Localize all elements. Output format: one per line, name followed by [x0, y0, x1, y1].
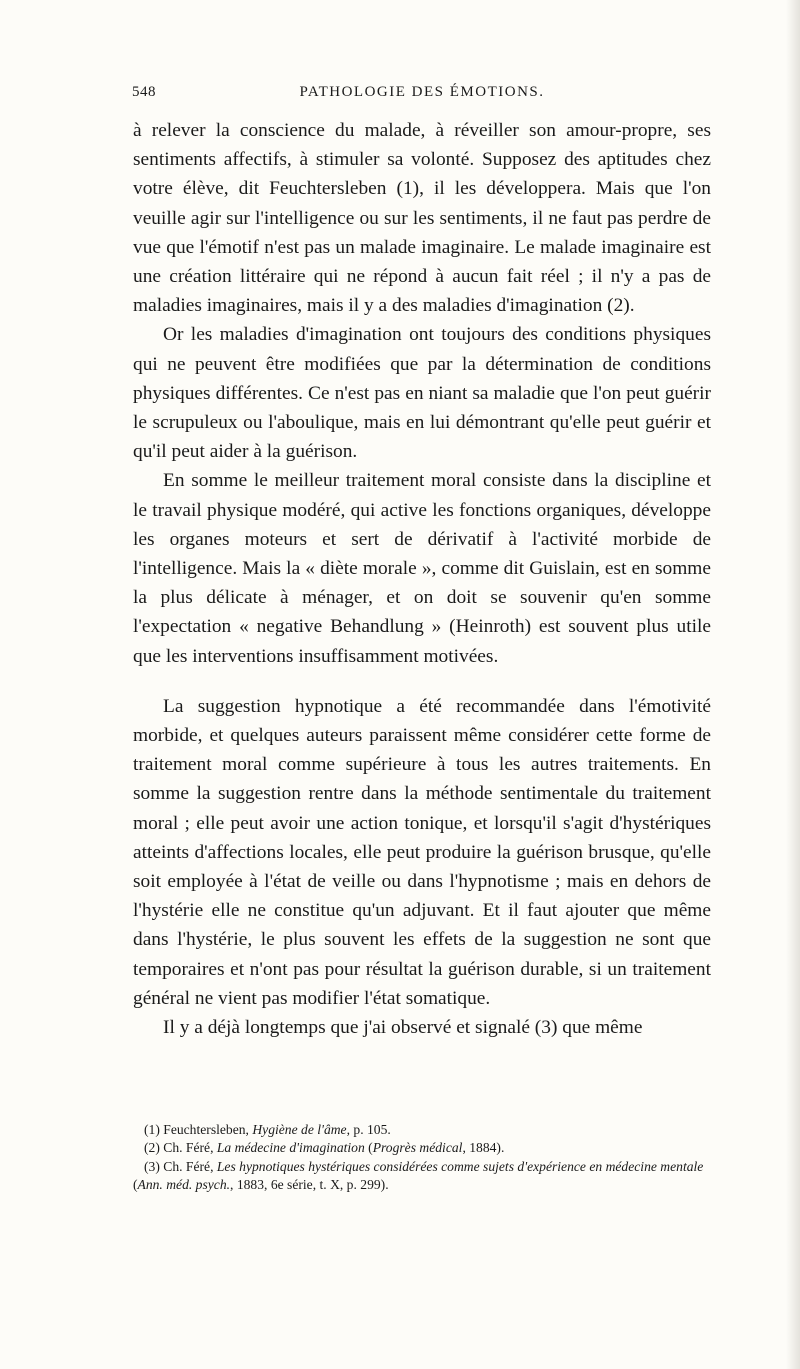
- page-edge-shadow: [786, 0, 800, 1369]
- footnote-2: [133, 1139, 713, 1157]
- footnote-marker: (3): [144, 1158, 160, 1174]
- body-text: [133, 116, 711, 1042]
- footnote-3: [133, 1158, 713, 1195]
- footnote-journal: Ann. méd. psych.: [137, 1177, 231, 1193]
- footnote-journal: Progrès médical: [372, 1140, 463, 1156]
- footnote-text: , 1883, 6e série, t. X, p. 299).: [230, 1177, 389, 1193]
- footnote-marker: (2): [144, 1140, 160, 1156]
- footnote-text: Ch. Féré,: [159, 1140, 217, 1156]
- paragraph-2: Or les maladies d'imagination ont toujours des conditions physiques qui ne peuvent être modifiées que par la détermination de conditions physiques différentes. Ce n'est pas en niant sa maladie que l'on peut guérir le scrupuleux ou l'aboulique, mais en lui démontrant qu'elle peut guérir et qu'il peut aider à la guérison.: [133, 324, 711, 463]
- footnote-title: La médecine d'imagination: [216, 1140, 365, 1156]
- footnote-text: , p. 105.: [346, 1122, 391, 1137]
- paragraph-4: La suggestion hypnotique a été recommandée dans l'émotivité morbide, et quelques auteurs paraissent même considérer cette forme de traitement moral comme supérieure à tous les autres traitements. En somme la suggestion rentre dans la méthode sentimentale du traitement moral ; elle peut avoir une action tonique, et lorsqu'il s'agit d'hystériques atteints d'affections locales, elle peut produire la guérison brusque, qu'elle soit employée à l'état de veille ou dans l'hypnotisme ; mais en dehors de l'hystérie elle ne constitue qu'un adjuvant. Et il faut ajouter que même dans l'hystérie, le plus souvent les effets de la suggestion ne sont que temporaires et n'ont pas pour résultat la guérison durable, si un traitement général ne vient pas modifier l'état somatique.: [133, 695, 711, 1009]
- footnote-text: , 1884).: [462, 1140, 505, 1156]
- footnote-1: [133, 1121, 713, 1139]
- footnote-title: Hygiène de l'âme: [252, 1122, 347, 1137]
- footnote-marker: (1): [144, 1122, 160, 1137]
- footnote-title: Les hypnotiques hystériques considérées comme sujets d'expérience en médecine mentale: [216, 1158, 704, 1174]
- page-number: 548: [132, 84, 156, 100]
- running-title: PATHOLOGIE DES ÉMOTIONS.: [299, 84, 545, 100]
- footnote-text: (: [364, 1140, 373, 1156]
- footnote-text: Feuchtersleben,: [159, 1122, 253, 1137]
- paragraph-5: Il y a déjà longtemps que j'ai observé et signalé (3) que même: [163, 1017, 643, 1039]
- footnotes: [133, 1121, 713, 1195]
- paragraph-1: à relever la conscience du malade, à réveiller son amour-propre, ses sentiments affectifs, à stimuler sa volonté. Supposez des aptitudes chez votre élève, dit Feuchtersleben (1), il les développera. Mais que l'on veuille agir sur l'intelligence ou sur les sentiments, il ne faut pas perdre de vue que l'émotif n'est pas un malade imaginaire. Le malade imaginaire est une création littéraire qui ne répond à aucun fait réel ; il n'y a pas de maladies imaginaires, mais il y a des maladies d'imagination (2).: [133, 120, 711, 317]
- footnote-text: Ch. Féré,: [159, 1158, 217, 1174]
- paragraph-3: En somme le meilleur traitement moral consiste dans la discipline et le travail physique modéré, qui active les fonctions organiques, développe les organes moteurs et sert de dérivatif à l'activité morbide de l'intelligence. Mais la « diète morale », comme dit Guislain, est en somme la plus délicate à ménager, et on doit se souvenir qu'en somme l'expectation « negative Behandlung » (Heinroth) est souvent plus utile que les interventions insuffisamment motivées.: [133, 470, 711, 667]
- footnote-text: (: [133, 1177, 138, 1193]
- running-header: [132, 84, 712, 108]
